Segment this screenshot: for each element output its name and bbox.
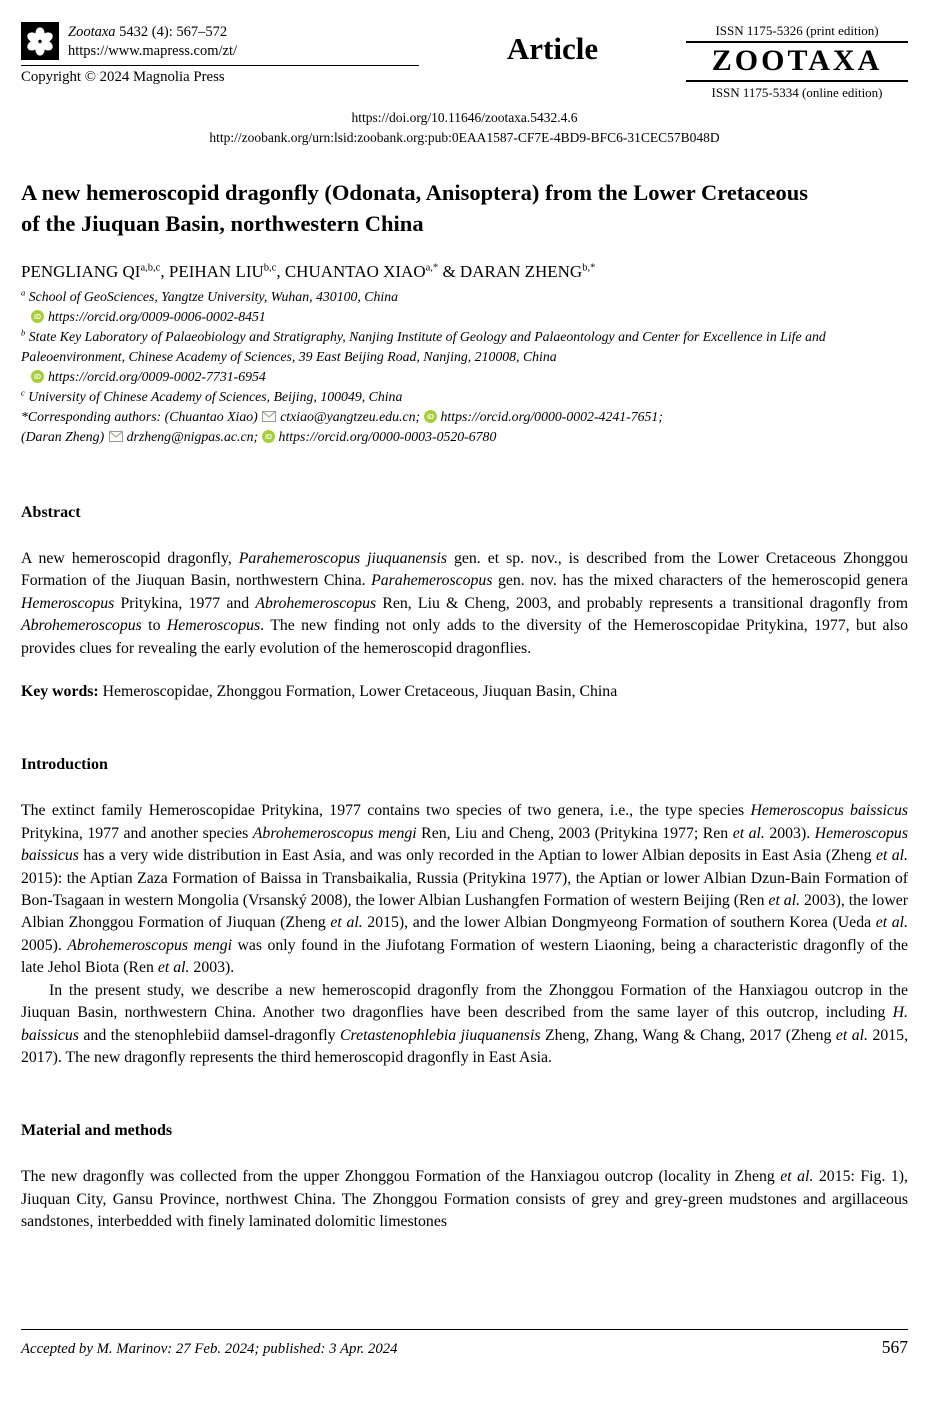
text-segment: 2003). <box>764 824 815 842</box>
journal-url-link[interactable]: https://www.mapress.com/zt/ <box>68 43 238 59</box>
text-segment: et al. <box>875 914 908 932</box>
text-segment: Key words: <box>21 683 103 701</box>
email-icon <box>109 431 123 442</box>
text-segment: a <box>21 287 26 298</box>
text-segment: Zheng, Zhang, Wang & Chang, 2017 (Zheng <box>540 1026 836 1044</box>
text-segment: 2015): the Aptian Zaza Formation of Baissa in Transbaikalia, Russia (Pritykina 1977), the Aptian or lower Albian Dzun-Bain Formation of Bon-Tsagaan in western Mongolia (Vrsanský 2008), the lower Albian Lushangfen Formation of western Beijing (Ren <box>21 869 908 910</box>
text-segment: Parahemeroscopus <box>371 572 493 590</box>
text-segment: University of Chinese Academy of Sciences, Beijing, 100049, China <box>24 389 403 404</box>
text-segment: Pritykina, 1977 and <box>114 594 256 612</box>
issn-print-text: ISSN 1175-5326 (print edition) <box>715 23 879 38</box>
text-segment: et al. <box>732 824 765 842</box>
email-icon <box>262 411 276 422</box>
text-segment: et al. <box>330 914 363 932</box>
text-segment: Hemeroscopus <box>166 617 261 635</box>
link[interactable]: https://orcid.org/0009-0006-0002-8451 <box>48 309 266 324</box>
text-segment: Cretastenophlebia jiuquanensis <box>340 1026 541 1044</box>
identifier-block <box>21 108 908 148</box>
text-segment: . The new finding not only adds to the diversity of the Hemeroscopidae Pritykina, 1977, but also provides clues for revealing the early evolution of the hemeroscopid dragonflies. <box>21 617 908 657</box>
text-segment: 2015: Fig. 1), Jiuquan City, Gansu Province, northwest China. The Zhonggou Formation consists of grey and grey-green mudstones and argillaceous sandstones, interbedded with finely laminated dolomitic limestones <box>21 1168 908 1231</box>
text-segment: 2003). <box>189 959 235 977</box>
abstract-paragraph <box>21 548 908 660</box>
link[interactable]: drzheng@nigpas.ac.cn; <box>126 429 259 444</box>
affiliations-block <box>21 287 908 447</box>
link[interactable]: https://orcid.org/0009-0002-7731-6954 <box>48 369 266 384</box>
zootaxa-flower-logo-icon <box>21 22 59 60</box>
header-left-divider <box>21 65 419 66</box>
text-segment: has a very wide distribution in East Asia, and was only recorded in the Aptian to lower Albian deposits in East Asia (Zheng <box>78 847 876 865</box>
affiliation-c <box>21 387 908 407</box>
text-segment: 2015, 2017). The new dragonfly represents the third hemeroscopid dragonfly in East Asia. <box>21 1026 909 1066</box>
text-segment: gen. et sp. nov., is described from the Lower Cretaceous Zhonggou Formation of the Jiuquan Basin, northwestern China. <box>21 550 909 590</box>
svg-text:iD: iD <box>426 413 434 421</box>
text-segment: b,* <box>582 262 596 274</box>
text-segment: School of GeoSciences, Yangtze University, Wuhan, 430100, China <box>25 289 399 304</box>
link[interactable]: https://orcid.org/0000-0002-4241-7651; <box>440 409 663 424</box>
text-segment: b,c <box>263 262 277 274</box>
text-segment: The extinct family Hemeroscopidae Pritykina, 1977 contains two species of two genera, i.e., the type species <box>21 802 751 820</box>
link[interactable]: https://orcid.org/0000-0003-0520-6780 <box>278 429 497 444</box>
text-segment: 2005). <box>21 936 68 954</box>
footer-page-number: 567 <box>881 1337 908 1357</box>
affiliation-b-orcid[interactable] <box>21 367 908 387</box>
affiliation-b <box>21 327 908 367</box>
text-segment: Ren, Liu and Cheng, 2003 (Pritykina 1977; Ren <box>416 824 733 842</box>
text-segment: In the present study, we describe a new hemeroscopid dragonfly from the Zhonggou Formation of the Hanxiagou outcrop in the Jiuquan Basin, northwestern China. Another two dragonflies have been described from the same layer of this outcrop, including <box>21 981 908 1022</box>
text-segment: gen. nov. has the mixed characters of the hemeroscopid genera <box>492 572 908 590</box>
svg-text:iD: iD <box>34 373 41 381</box>
text-segment: & DARAN ZHENG <box>438 262 583 281</box>
masthead-block <box>686 22 908 101</box>
text-segment: PENGLIANG QI <box>21 262 141 281</box>
text-segment: Hemeroscopus baissicus <box>21 824 908 865</box>
orcid-icon[interactable] <box>262 430 275 443</box>
text-segment: State Key Laboratory of Palaeobiology and Stratigraphy, Nanjing Institute of Geology and Palaeontology and Center for Excellence in Life and Paleoenvironment, Chinese Academy of Sciences, 39 East Beijing Road, Nanjing, 210008, China <box>21 329 826 364</box>
svg-text:iD: iD <box>264 433 272 441</box>
text-segment: Abrohemeroscopus mengi <box>67 936 233 954</box>
text-segment: b <box>21 327 26 338</box>
footer-accepted-text: Accepted by M. Marinov: 27 Feb. 2024; published: 3 Apr. 2024 <box>21 1341 398 1357</box>
text-segment: Abrohemeroscopus <box>255 594 377 612</box>
issn-online-text: ISSN 1175-5334 (online edition) <box>711 85 883 100</box>
paper-title: A new hemeroscopid dragonfly (Odonata, Anisoptera) from the Lower Cretaceous of the Jiuquan Basin, northwestern China <box>21 180 809 236</box>
text-segment: Ren, Liu & Cheng, 2003, and probably represents a transitional dragonfly from <box>376 594 908 612</box>
text-segment: A new hemeroscopid dragonfly, <box>21 550 239 567</box>
text-segment: Hemeroscopus baissicus <box>750 802 908 820</box>
link[interactable]: ctxiao@yangtzeu.edu.cn; <box>280 409 421 424</box>
corresponding-authors-line-2[interactable] <box>21 427 908 447</box>
text-segment: Abrohemeroscopus <box>21 617 142 635</box>
text-segment: et al. <box>875 847 908 865</box>
text-segment: *Corresponding authors: (Chuantao Xiao) <box>21 409 262 424</box>
orcid-icon[interactable] <box>31 370 44 383</box>
text-segment: 2003), the lower Albian Zhonggou Formation of Jiuquan (Zheng <box>21 892 908 932</box>
text-segment: Abrohemeroscopus mengi <box>252 824 417 842</box>
text-segment: a,b,c <box>140 262 161 274</box>
authors-line <box>21 262 908 282</box>
page-header <box>21 22 908 101</box>
introduction-heading: Introduction <box>21 756 108 774</box>
zoobank-link[interactable]: http://zoobank.org/urn:lsid:zoobank.org:pub:0EAA1587-CF7E-4BD9-BFC6-31CEC57B048D <box>209 130 720 145</box>
methods-heading: Material and methods <box>21 1122 173 1140</box>
abstract-heading: Abstract <box>21 504 81 521</box>
introduction-paragraph-2 <box>21 980 908 1070</box>
text-segment: 2015), and the lower Albian Dongmyeong Formation of southern Korea (Ueda <box>362 914 876 932</box>
text-segment: et al. <box>768 892 801 910</box>
text-segment: et al. <box>835 1026 868 1044</box>
text-segment: et al. <box>780 1168 814 1186</box>
text-segment: 5432 (4): 567–572 <box>115 24 228 40</box>
introduction-paragraph-1 <box>21 800 908 979</box>
text-segment: et al. <box>157 959 190 977</box>
journal-info-block <box>21 22 419 86</box>
text-segment: The new dragonfly was collected from the upper Zhonggou Formation of the Hanxiagou outcrop (locality in Zheng <box>21 1168 781 1186</box>
text-segment: H. baissicus <box>21 1004 908 1044</box>
journal-volume-line <box>68 23 237 42</box>
article-type-label: Article <box>506 31 599 66</box>
text-segment: Hemeroscopus <box>21 594 115 612</box>
affiliation-a <box>21 287 908 307</box>
corresponding-authors-line-1[interactable] <box>21 407 908 427</box>
text-segment: Hemeroscopidae, Zhonggou Formation, Lower Cretaceous, Jiuquan Basin, China <box>102 683 618 701</box>
doi-link[interactable]: https://doi.org/10.11646/zootaxa.5432.4.6 <box>351 110 578 125</box>
affiliation-a-orcid[interactable] <box>21 307 908 327</box>
svg-text:iD: iD <box>34 313 41 321</box>
keywords-line <box>21 681 908 703</box>
orcid-icon[interactable] <box>31 310 44 323</box>
text-segment: to <box>141 617 167 635</box>
orcid-icon[interactable] <box>424 410 437 423</box>
text-segment: a,* <box>425 262 439 274</box>
text-segment: Pritykina, 1977 and another species <box>21 824 253 842</box>
text-segment: was only found in the Jiufotang Formation of western Liaoning, being a characteristic dragonfly of the late Jehol Biota (Ren <box>21 936 908 977</box>
page-footer <box>21 1329 908 1358</box>
methods-paragraph <box>21 1166 908 1233</box>
text-segment: Parahemeroscopus jiuquanensis <box>238 550 448 567</box>
text-segment: Zootaxa <box>68 24 116 40</box>
copyright-text: Copyright © 2024 Magnolia Press <box>21 69 225 85</box>
text-segment: , PEIHAN LIU <box>160 262 264 281</box>
text-segment: (Daran Zheng) <box>21 429 108 444</box>
text-segment: and the stenophlebiid damsel-dragonfly <box>78 1026 341 1044</box>
text-segment: , CHUANTAO XIAO <box>276 262 426 281</box>
masthead-title: ZOOTAXA <box>686 41 908 82</box>
text-segment: c <box>21 387 25 398</box>
